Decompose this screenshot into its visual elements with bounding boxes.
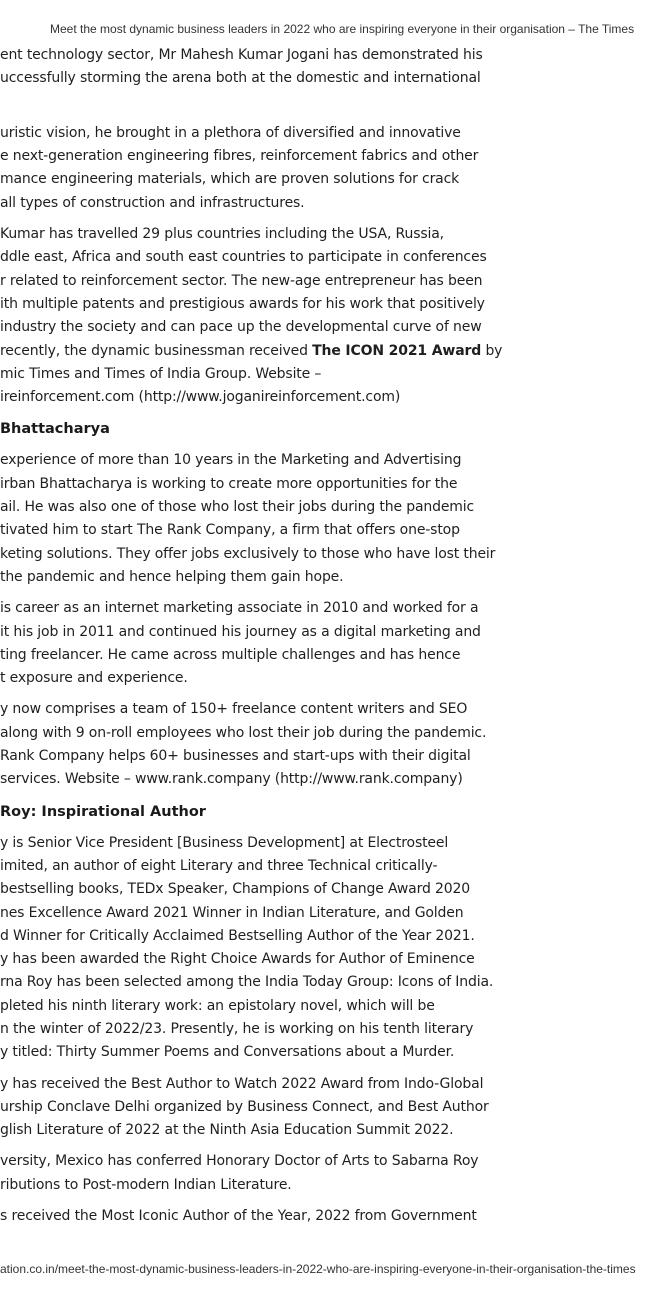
paragraph-line: uccessfully storming the arena both at the domestic and international: [0, 70, 481, 87]
article-body: [0, 44, 503, 1228]
website-link[interactable]: services. Website – www.rank.company (http://www.rank.company): [0, 771, 463, 788]
paragraph-line: nes Excellence Award 2021 Winner in Indian Literature, and Golden: [0, 904, 464, 921]
paragraph-line: ributions to Post-modern Indian Literature.: [0, 1176, 292, 1193]
website-link[interactable]: ireinforcement.com (http://www.joganireinforcement.com): [0, 389, 401, 406]
paragraph-line: d Winner for Critically Acclaimed Bestselling Author of the Year 2021.: [0, 927, 475, 944]
paragraph-line: along with 9 on-roll employees who lost their job during the pandemic.: [0, 724, 487, 741]
paragraph-line: ith multiple patents and prestigious awards for his work that positively: [0, 295, 485, 312]
award-name: The ICON 2021 Award: [312, 342, 482, 359]
paragraph-line: rna Roy has been selected among the India Today Group: Icons of India.: [0, 974, 494, 991]
paragraph-line: the pandemic and hence helping them gain hope.: [0, 568, 344, 585]
paragraph-line: y titled: Thirty Summer Poems and Conversations about a Murder.: [0, 1044, 455, 1061]
paragraph-line: s received the Most Iconic Author of the Year, 2022 from Government: [0, 1208, 477, 1225]
section-heading: Bhattacharya: [0, 421, 110, 438]
paragraph-line: ddle east, Africa and south east countries to participate in conferences: [0, 249, 487, 266]
paragraph-line: mance engineering materials, which are proven solutions for crack: [0, 171, 460, 188]
paragraph-line: experience of more than 10 years in the Marketing and Advertising: [0, 452, 462, 469]
paragraph-line: tivated him to start The Rank Company, a firm that offers one-stop: [0, 522, 460, 539]
paragraph-line: y has received the Best Author to Watch 2022 Award from Indo-Global: [0, 1075, 484, 1092]
section-heading: Roy: Inspirational Author: [0, 803, 206, 820]
paragraph-line: is career as an internet marketing associate in 2010 and worked for a: [0, 600, 479, 617]
paragraph-line: t exposure and experience.: [0, 670, 188, 687]
paragraph-line: urship Conclave Delhi organized by Business Connect, and Best Author: [0, 1098, 489, 1115]
paragraph-line: irban Bhattacharya is working to create more opportunities for the: [0, 475, 458, 492]
paragraph-line: Kumar has travelled 29 plus countries including the USA, Russia,: [0, 226, 444, 243]
paragraph-line: imited, an author of eight Literary and three Technical critically-: [0, 857, 438, 874]
print-header-title: Meet the most dynamic business leaders in 2022 who are inspiring everyone in their organisation – The Times: [50, 22, 635, 36]
paragraph-line: pleted his ninth literary work: an epistolary novel, which will be: [0, 997, 435, 1014]
paragraph-line: bestselling books, TEDx Speaker, Champions of Change Award 2020: [0, 881, 471, 898]
blank-line: [0, 91, 482, 114]
paragraph-line: ent technology sector, Mr Mahesh Kumar Jogani has demonstrated his: [0, 47, 483, 63]
paragraph-line: n the winter of 2022/23. Presently, he is working on his tenth literary: [0, 1020, 474, 1037]
award-line: recently, the dynamic businessman received The ICON 2021 Award by: [0, 342, 503, 359]
paragraph-line: y has been awarded the Right Choice Awards for Author of Eminence: [0, 951, 475, 968]
paragraph-line: y is Senior Vice President [Business Development] at Electrosteel: [0, 834, 449, 851]
paragraph-line: ting freelancer. He came across multiple challenges and has hence: [0, 646, 461, 663]
paragraph-line: y now comprises a team of 150+ freelance content writers and SEO: [0, 701, 468, 718]
paragraph-line: r related to reinforcement sector. The new-age entrepreneur has been: [0, 272, 483, 289]
paragraph-line: it his job in 2011 and continued his journey as a digital marketing and: [0, 623, 481, 640]
paragraph-line: keting solutions. They offer jobs exclusively to those who have lost their: [0, 545, 496, 562]
paragraph-line: glish Literature of 2022 at the Ninth Asia Education Summit 2022.: [0, 1122, 454, 1139]
paragraph-line: Rank Company helps 60+ businesses and start-ups with their digital: [0, 748, 471, 765]
paragraph-line: industry the society and can pace up the developmental curve of new: [0, 319, 482, 336]
paragraph-line: mic Times and Times of India Group. Website –: [0, 365, 322, 382]
paragraph-line: ail. He was also one of those who lost their jobs during the pandemic: [0, 499, 475, 516]
paragraph-line: e next-generation engineering fibres, reinforcement fabrics and other: [0, 148, 479, 165]
paragraph-line: all types of construction and infrastructures.: [0, 194, 305, 211]
print-footer-url: ation.co.in/meet-the-most-dynamic-business-leaders-in-2022-who-are-inspiring-everyone-in-their-organisation-the-times: [0, 1262, 636, 1276]
paragraph-line: uristic vision, he brought in a plethora of diversified and innovative: [0, 124, 461, 141]
paragraph-line: versity, Mexico has conferred Honorary Doctor of Arts to Sabarna Roy: [0, 1153, 479, 1170]
